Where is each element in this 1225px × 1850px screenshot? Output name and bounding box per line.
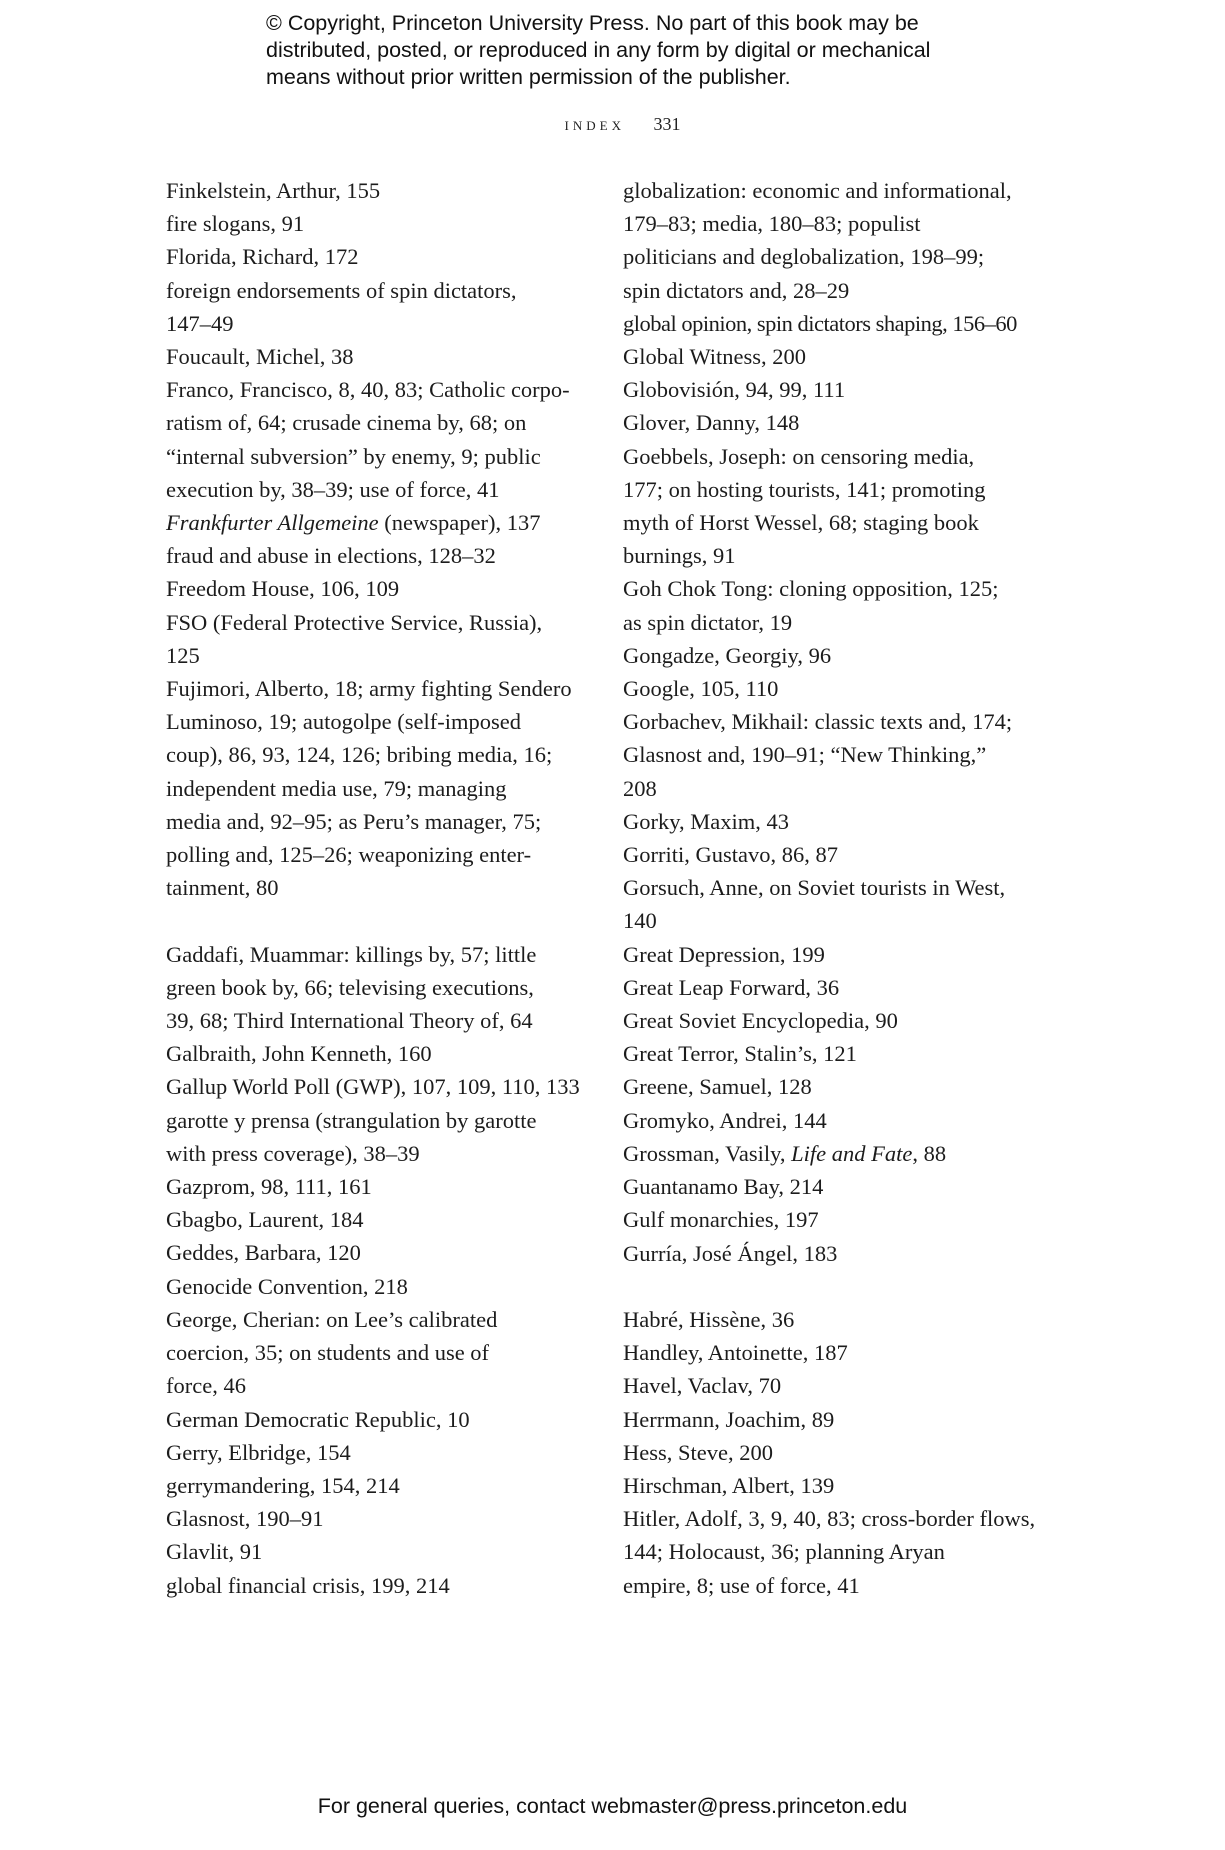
entry-line: Freedom House, 106, 109 (166, 576, 400, 602)
entry-line: Gorriti, Gustavo, 86, 87 (623, 842, 838, 868)
index-entry (166, 1502, 586, 1535)
index-entry (623, 1436, 1043, 1469)
entry-line: Great Terror, Stalin’s, 121 (623, 1041, 857, 1067)
entry-text: (newspaper), 137 (378, 510, 541, 536)
entry-line: Gongadze, Georgiy, 96 (623, 642, 832, 668)
entry-line: Herrmann, Joachim, 89 (623, 1406, 835, 1432)
entry-line: myth of Horst Wessel, 68; staging book (623, 510, 979, 536)
entry-line: Goh Chok Tong: cloning opposition, 125; (623, 576, 999, 602)
entry-line: Glavlit, 91 (166, 1539, 263, 1565)
entry-line: Great Soviet Encyclopedia, 90 (623, 1008, 898, 1034)
entry-line: coercion, 35; on students and use of (166, 1340, 490, 1366)
index-entry (166, 240, 586, 273)
entry-line: Genocide Convention, 218 (166, 1273, 408, 1299)
entry-line: Goebbels, Joseph: on censoring media, (623, 443, 975, 469)
entry-line: media and, 92–95; as Peru’s manager, 75; (166, 808, 542, 834)
index-entry (623, 705, 1043, 805)
index-entry (623, 838, 1043, 871)
entry-line: Florida, Richard, 172 (166, 244, 359, 270)
entry-line: coup), 86, 93, 124, 126; bribing media, 16; (166, 742, 553, 768)
entry-line: Hitler, Adolf, 3, 9, 40, 83; cross-border flows, (623, 1506, 1036, 1532)
index-entry (623, 307, 1043, 340)
index-entry (623, 1203, 1043, 1236)
entry-line: Luminoso, 19; autogolpe (self-imposed (166, 709, 521, 735)
entry-line: spin dictators and, 28–29 (623, 277, 850, 303)
entry-line: Gulf monarchies, 197 (623, 1207, 819, 1233)
index-entry (166, 1535, 586, 1568)
entry-line: 208 (623, 775, 657, 801)
index-entry (166, 1037, 586, 1070)
index-entry (623, 938, 1043, 971)
entry-line: Guantanamo Bay, 214 (623, 1174, 824, 1200)
entry-line: Handley, Antoinette, 187 (623, 1340, 848, 1366)
index-entry (623, 672, 1043, 705)
entry-line: Gbagbo, Laurent, 184 (166, 1207, 364, 1233)
entry-line: execution by, 38–39; use of force, 41 (166, 476, 500, 502)
entry-line: politicians and deglobalization, 198–99; (623, 244, 985, 270)
entry-line: 147–49 (166, 310, 234, 336)
index-entry (166, 1203, 586, 1236)
entry-line: Hirschman, Albert, 139 (623, 1472, 835, 1498)
index-entry (623, 174, 1043, 307)
entry-line: Greene, Samuel, 128 (623, 1074, 812, 1100)
entry-line: global financial crisis, 199, 214 (166, 1572, 450, 1598)
index-entry (623, 971, 1043, 1004)
entry-line: Great Depression, 199 (623, 941, 825, 967)
entry-line: 140 (623, 908, 657, 934)
entry-line: global opinion, spin dictators shaping, 156–60 (623, 310, 1017, 336)
entry-line: 144; Holocaust, 36; planning Aryan (623, 1539, 945, 1565)
index-entry (623, 1004, 1043, 1037)
entry-line: burnings, 91 (623, 543, 736, 569)
index-entry (166, 274, 586, 340)
entry-line: fraud and abuse in elections, 128–32 (166, 543, 496, 569)
index-entry (166, 1569, 586, 1602)
index-entry (623, 1469, 1043, 1502)
entry-line: George, Cherian: on Lee’s calibrated (166, 1306, 498, 1332)
entry-line: 179–83; media, 180–83; populist (623, 211, 921, 237)
index-entry (166, 340, 586, 373)
index-entry (623, 1502, 1043, 1602)
letter-group-gap (166, 904, 586, 937)
index-column-right (623, 174, 1043, 1602)
entry-line: Gerry, Elbridge, 154 (166, 1439, 351, 1465)
entry-line: Galbraith, John Kenneth, 160 (166, 1041, 432, 1067)
index-entry (166, 1104, 586, 1170)
index-entry (623, 871, 1043, 937)
entry-line: Finkelstein, Arthur, 155 (166, 178, 381, 203)
entry-line: garotte y prensa (strangulation by garotte (166, 1107, 537, 1133)
entry-line: Hess, Steve, 200 (623, 1439, 773, 1465)
entry-line: Gaddafi, Muammar: killings by, 57; little (166, 941, 537, 967)
index-entry (623, 1237, 1043, 1270)
index-entry (166, 606, 586, 672)
entry-line: Gorbachev, Mikhail: classic texts and, 174; (623, 709, 1013, 735)
entry-line: Franco, Francisco, 8, 40, 83; Catholic corpo- (166, 377, 570, 403)
entry-line: empire, 8; use of force, 41 (623, 1572, 860, 1598)
index-entry (166, 506, 586, 539)
entry-line: 39, 68; Third International Theory of, 64 (166, 1008, 533, 1034)
entry-line: Gromyko, Andrei, 144 (623, 1107, 827, 1133)
entry-line: green book by, 66; televising executions, (166, 974, 534, 1000)
running-head (0, 114, 1225, 135)
entry-line: Gorsuch, Anne, on Soviet tourists in West, (623, 875, 1006, 901)
entry-line: 125 (166, 642, 200, 668)
index-entry (623, 340, 1043, 373)
entry-line: “internal subversion” by enemy, 9; public (166, 443, 541, 469)
index-entry (623, 1403, 1043, 1436)
index-entry (623, 805, 1043, 838)
index-entry (623, 1336, 1043, 1369)
index-entry (623, 1170, 1043, 1203)
entry-line: as spin dictator, 19 (623, 609, 793, 635)
index-entry (166, 373, 586, 506)
entry-line: ratism of, 64; crusade cinema by, 68; on (166, 410, 527, 436)
index-entry (166, 174, 586, 207)
index-entry (166, 1070, 586, 1103)
index-entry (166, 1236, 586, 1269)
index-entry (166, 1403, 586, 1436)
entry-text: Grossman, Vasily, (623, 1140, 792, 1166)
entry-line: Habré, Hissène, 36 (623, 1306, 795, 1332)
entry-line: Globovisión, 94, 99, 111 (623, 377, 846, 403)
index-entry (166, 1436, 586, 1469)
copyright-line: © Copyright, Princeton University Press. No part of this book may be (266, 11, 919, 35)
entry-line: independent media use, 79; managing (166, 775, 507, 801)
entry-line: Gallup World Poll (GWP), 107, 109, 110, 133 (166, 1074, 580, 1100)
entry-line: Gurría, José Ángel, 183 (623, 1240, 838, 1266)
entry-line (166, 506, 586, 539)
index-entry (623, 572, 1043, 638)
entry-line: foreign endorsements of spin dictators, (166, 277, 517, 303)
index-entry (166, 572, 586, 605)
newspaper-title: Frankfurter Allgemeine (166, 510, 379, 536)
index-entry (623, 1369, 1043, 1402)
entry-line: force, 46 (166, 1373, 246, 1399)
footer-contact: For general queries, contact webmaster@press.princeton.edu (317, 1794, 908, 1818)
entry-line: polling and, 125–26; weaponizing enter- (166, 842, 532, 868)
entry-line: Geddes, Barbara, 120 (166, 1240, 361, 1266)
entry-line (623, 1137, 1043, 1170)
entry-line: Fujimori, Alberto, 18; army fighting Sendero (166, 676, 572, 702)
entry-line: with press coverage), 38–39 (166, 1140, 420, 1166)
page-number: 331 (653, 114, 681, 134)
section-label: index (564, 114, 625, 134)
entry-line: gerrymandering, 154, 214 (166, 1472, 400, 1498)
index-entry (623, 1303, 1043, 1336)
index-entry (623, 373, 1043, 406)
index-entry (166, 1469, 586, 1502)
copyright-line: distributed, posted, or reproduced in any form by digital or mechanical (266, 38, 931, 62)
index-entry (166, 1303, 586, 1403)
index-column-left (166, 174, 586, 1602)
letter-group-gap (623, 1270, 1043, 1303)
index-entry (166, 207, 586, 240)
entry-line: Great Leap Forward, 36 (623, 974, 840, 1000)
entry-line: Gorky, Maxim, 43 (623, 808, 790, 834)
index-entry (166, 1170, 586, 1203)
entry-line: fire slogans, 91 (166, 211, 305, 237)
index-entry (166, 938, 586, 1038)
index-entry (623, 406, 1043, 439)
entry-line: Google, 105, 110 (623, 676, 779, 702)
copyright-notice (266, 10, 1026, 91)
entry-line: German Democratic Republic, 10 (166, 1406, 470, 1432)
entry-line: FSO (Federal Protective Service, Russia), (166, 609, 543, 635)
entry-line: Global Witness, 200 (623, 344, 807, 370)
entry-line: 177; on hosting tourists, 141; promoting (623, 476, 986, 502)
index-entry (623, 1070, 1043, 1103)
entry-line: globalization: economic and informational, (623, 178, 1012, 203)
entry-line: Havel, Vaclav, 70 (623, 1373, 782, 1399)
index-entry (166, 1270, 586, 1303)
book-title: Life and Fate (791, 1140, 913, 1166)
entry-line: Glover, Danny, 148 (623, 410, 800, 436)
index-entry (623, 1137, 1043, 1170)
entry-line: Gazprom, 98, 111, 161 (166, 1174, 372, 1200)
index-entry (623, 1037, 1043, 1070)
entry-text: , 88 (912, 1140, 947, 1166)
entry-line: Foucault, Michel, 38 (166, 344, 354, 370)
index-entry (166, 539, 586, 572)
index-entry (623, 440, 1043, 573)
entry-line: Glasnost, 190–91 (166, 1506, 324, 1532)
entry-line: tainment, 80 (166, 875, 279, 901)
copyright-line: means without prior written permission of the publisher. (266, 65, 791, 89)
index-entry (623, 639, 1043, 672)
entry-line: Glasnost and, 190–91; “New Thinking,” (623, 742, 987, 768)
index-entry (623, 1104, 1043, 1137)
index-entry (166, 672, 586, 904)
